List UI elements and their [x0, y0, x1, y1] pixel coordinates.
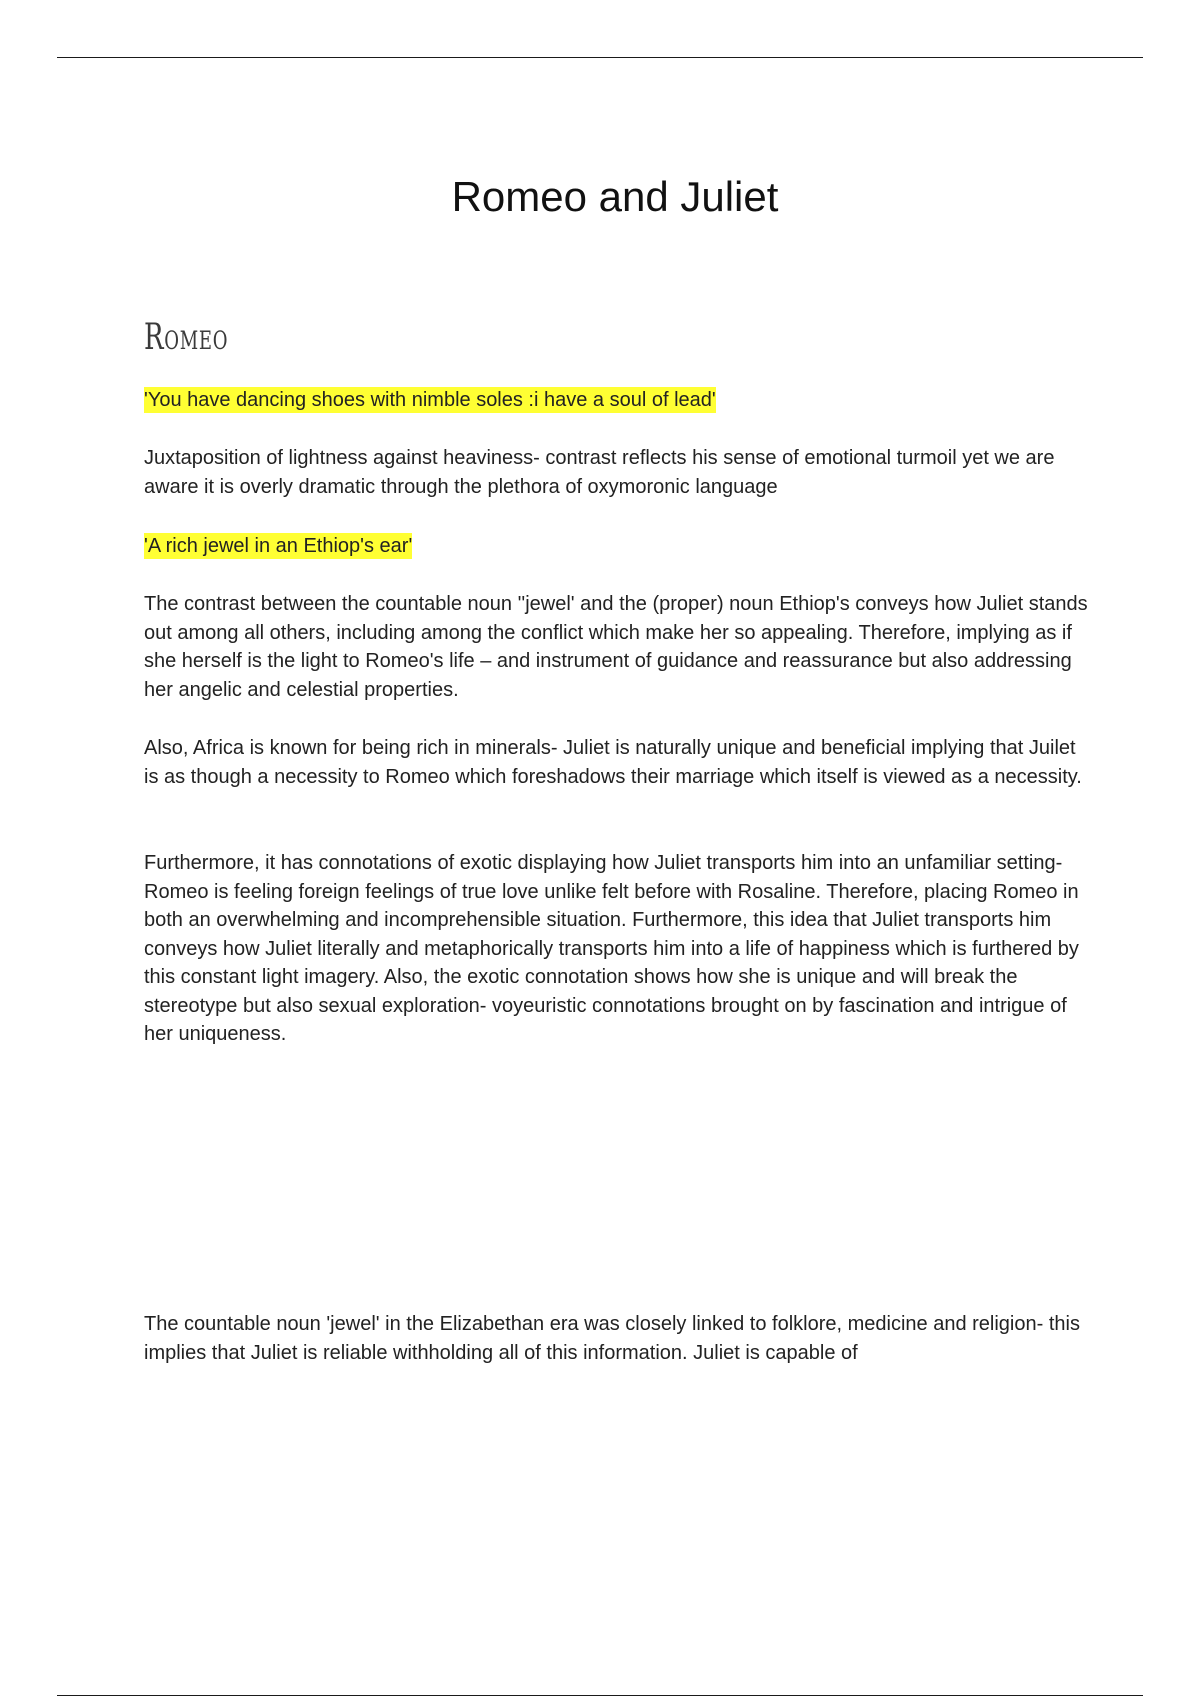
quote-text: 'You have dancing shoes with nimble soles :i have a soul of lead'	[144, 389, 716, 411]
analysis-paragraph: The countable noun 'jewel' in the Elizabethan era was closely linked to folklore, medicine and religion- this implies that Juliet is reliable withholding all of this information. Juliet is capable of	[144, 1313, 1080, 1364]
bottom-rule	[57, 1695, 1143, 1696]
analysis-paragraph: Juxtaposition of lightness against heaviness- contrast reflects his sense of emotional turmoil yet we are aware it is overly dramatic through the plethora of oxymoronic language	[144, 447, 1055, 498]
analysis-paragraph: Also, Africa is known for being rich in minerals- Juliet is naturally unique and beneficial implying that Juilet is as though a necessity to Romeo which foreshadows their marriage which itself is viewed as a necessity.	[144, 737, 1082, 788]
document-title: Romeo and Juliet	[451, 173, 779, 220]
analysis-paragraph: The contrast between the countable noun ''jewel' and the (proper) noun Ethiop's conveys how Juliet stands out among all others, including among the conflict which make her so appealing. Therefore, implying as if she herself is the light to Romeo's life – and instrument of guidance and reassurance but also addressing her angelic and celestial properties.	[144, 593, 1088, 701]
quote-text: 'A rich jewel in an Ethiop's ear'	[144, 535, 413, 557]
highlighted-quote	[144, 532, 1089, 561]
analysis-paragraph: Furthermore, it has connotations of exotic displaying how Juliet transports him into an unfamiliar setting- Romeo is feeling foreign feelings of true love unlike felt before with Rosaline. Therefore, placing Romeo in both an overwhelming and incomprehensible situation. Furthermore, this idea that Juliet transports him conveys how Juliet literally and metaphorically transports him into a life of happiness which is furthered by this constant light imagery. Also, the exotic connotation shows how she is unique and will break the stereotype but also sexual exploration- voyeuristic connotations brought on by fascination and intrigue of her uniqueness.	[144, 852, 1079, 1045]
top-rule	[57, 57, 1143, 58]
highlighted-quote	[144, 386, 1089, 415]
section-heading-romeo: Romeo	[144, 317, 229, 358]
